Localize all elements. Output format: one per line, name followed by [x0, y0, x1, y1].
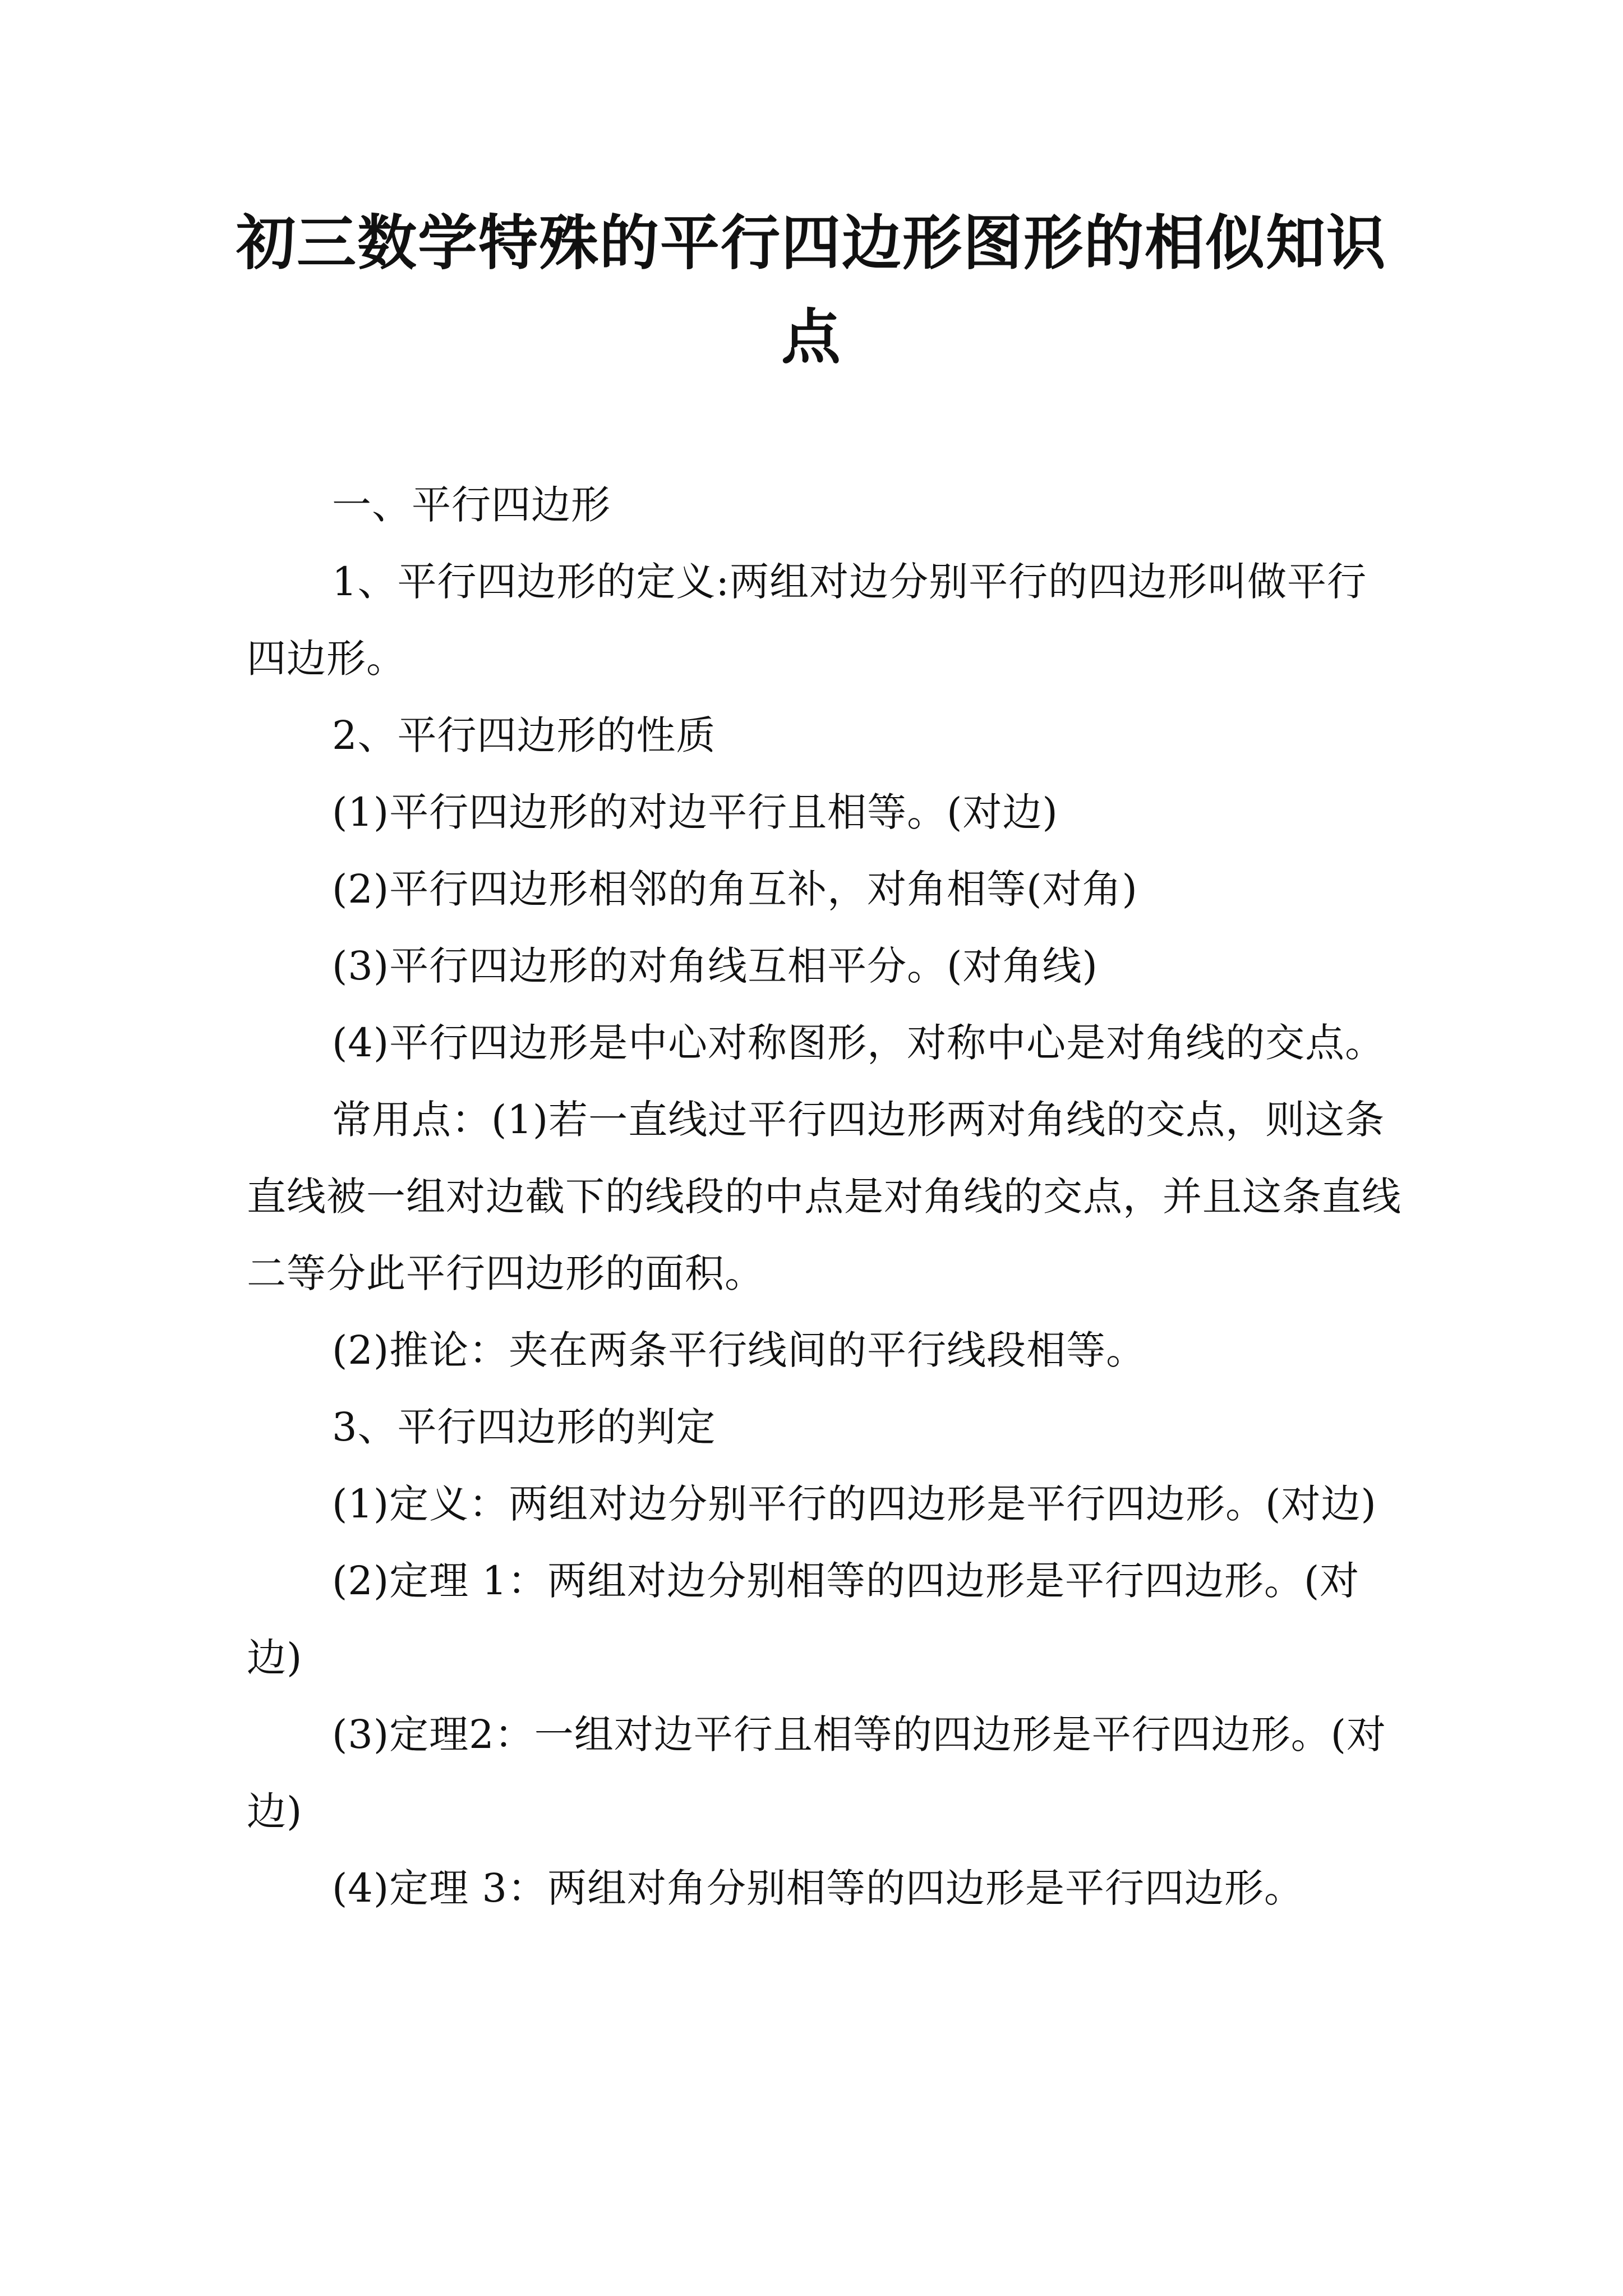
- criteria-item-4: (4)定理 3：两组对角分别相等的四边形是平行四边形。: [332, 1865, 1304, 1911]
- section-heading-parallelogram: 一、平行四边形: [332, 482, 611, 528]
- criteria-item-3: (3)定理2：一组对边平行且相等的四边形是平行四边形。(对边): [247, 1711, 1386, 1834]
- property-item-4: (4)平行四边形是中心对称图形，对称中心是对角线的交点。: [332, 1020, 1385, 1066]
- criteria-item-1: (1)定义：两组对边分别平行的四边形是平行四边形。(对边): [332, 1481, 1377, 1527]
- common-points-paragraph: 常用点：(1)若一直线过平行四边形两对角线的交点，则这条直线被一组对边截下的线段的中点是对角线的交点，并且这条直线二等分此平行四边形的面积。: [247, 1097, 1401, 1296]
- corollary-paragraph: (2)推论：夹在两条平行线间的平行线段相等。: [332, 1327, 1146, 1373]
- definition-paragraph: 1、平行四边形的定义:两组对边分别平行的四边形叫做平行四边形。: [247, 559, 1367, 682]
- properties-heading: 2、平行四边形的性质: [332, 712, 716, 758]
- page-title: 初三数学特殊的平行四边形图形的相似知识点: [236, 209, 1387, 372]
- property-item-3: (3)平行四边形的对角线互相平分。(对角线): [332, 943, 1098, 989]
- property-item-2: (2)平行四边形相邻的角互补，对角相等(对角): [332, 866, 1138, 912]
- criteria-item-2: (2)定理 1：两组对边分别相等的四边形是平行四边形。(对边): [247, 1558, 1360, 1681]
- criteria-heading: 3、平行四边形的判定: [332, 1404, 716, 1450]
- property-item-1: (1)平行四边形的对边平行且相等。(对边): [332, 789, 1058, 835]
- document-body: [247, 467, 1402, 1927]
